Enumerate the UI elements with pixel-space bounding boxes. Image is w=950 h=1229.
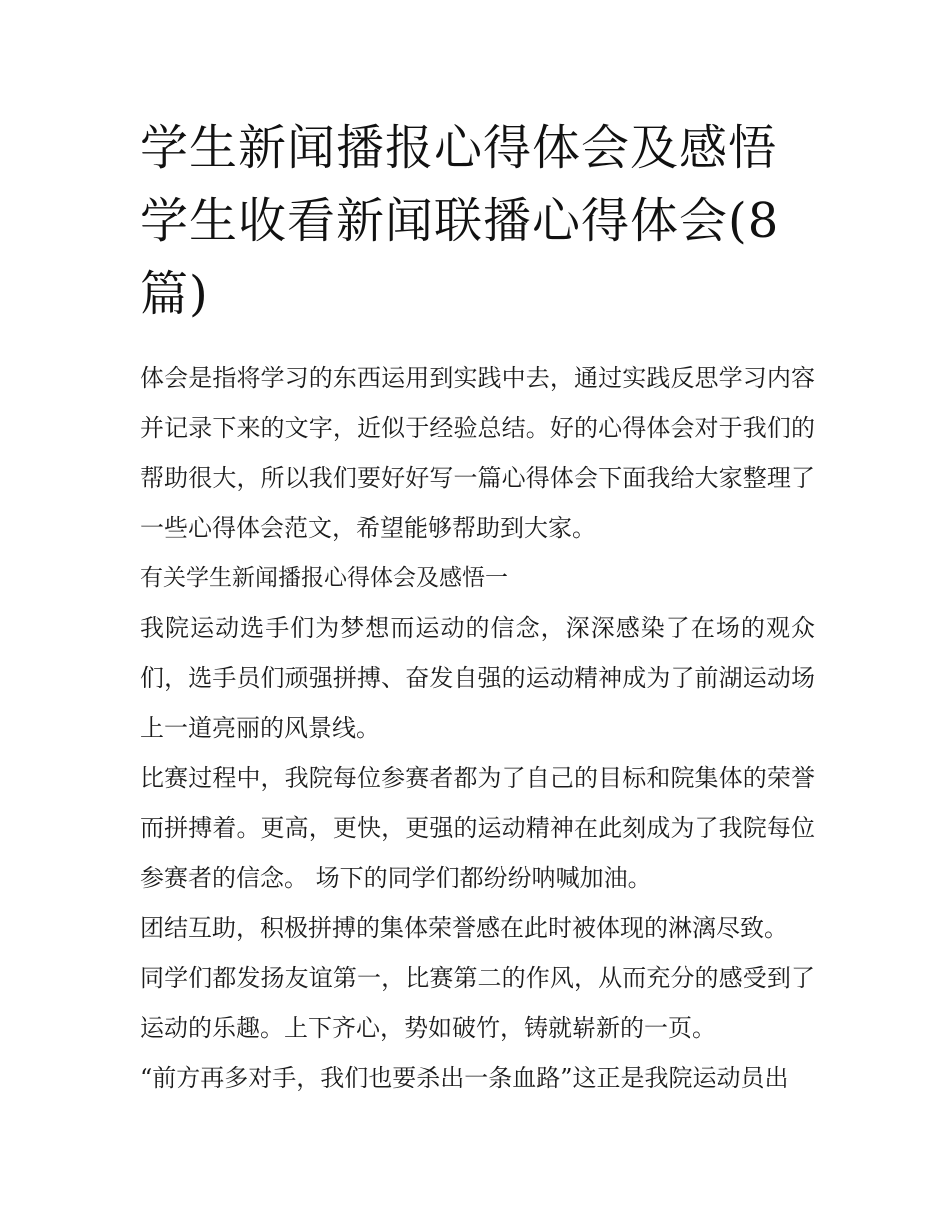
body-paragraph: 团结互助，积极拼搏的集体荣誉感在此时被体现的淋漓尽致。 <box>140 914 788 942</box>
body-paragraph: “前方再多对手，我们也要杀出一条血路”这正是我院运动员出 <box>140 1064 789 1092</box>
document-body <box>140 112 815 1103</box>
body-paragraph: 我院运动选手们为梦想而运动的信念，深深感染了在场的观众们，选手员们顽强拼搏、奋发自强的运动精神成为了前湖运动场上一道亮丽的风景线。 <box>140 614 815 742</box>
document-title: 学生新闻播报心得体会及感悟学生收看新闻联播心得体会(8篇) <box>140 120 780 322</box>
body-paragraph: 同学们都发扬友谊第一，比赛第二的作风，从而充分的感受到了运动的乐趣。上下齐心，势如破竹，铸就崭新的一页。 <box>140 964 815 1042</box>
intro-paragraph: 体会是指将学习的东西运用到实践中去，通过实践反思学习内容并记录下来的文字，近似于经验总结。好的心得体会对于我们的帮助很大，所以我们要好好写一篇心得体会下面我给大家整理了一些心得体会范文，希望能够帮助到大家。 <box>140 364 815 542</box>
section-heading: 有关学生新闻播报心得体会及感悟一 <box>140 565 508 591</box>
body-paragraph: 比赛过程中，我院每位参赛者都为了自己的目标和院集体的荣誉而拼搏着。更高，更快，更强的运动精神在此刻成为了我院每位参赛者的信念。 场下的同学们都纷纷呐喊加油。 <box>140 764 815 892</box>
